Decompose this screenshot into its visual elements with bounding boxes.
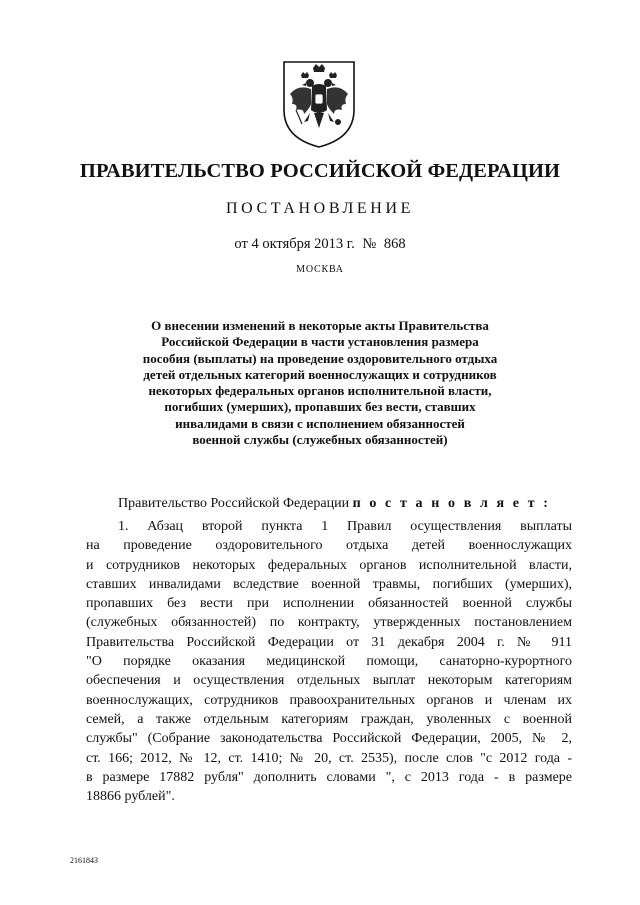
subject-line: инвалидами в связи с исполнением обязанностей <box>175 415 465 431</box>
document-code: 2161843 <box>70 856 98 865</box>
subject-line: О внесении изменений в некоторые акты Правительства <box>151 318 489 333</box>
intro-text: Правительство Российской Федерации <box>118 496 350 511</box>
body-line: на проведение оздоровительного отдыха детей военнослужащих <box>86 538 572 554</box>
intro-paragraph <box>118 496 551 512</box>
number-sign: № <box>362 236 377 252</box>
intro-verb: п о с т а н о в л я е т : <box>352 496 551 511</box>
document-subject <box>110 318 530 448</box>
subject-line: пособия (выплаты) на проведение оздоровительного отдыха <box>142 350 498 366</box>
body-line: обеспечения и осуществления отдельных выплат некоторым категориям <box>86 673 572 689</box>
body-line: "О порядке оказания медицинской помощи, санаторно-курортного <box>86 654 572 670</box>
body-line: ставших инвалидами вследствие военной травмы, погибших (умерших), <box>86 576 572 592</box>
body-line: службы" (Собрание законодательства Российской Федерации, 2005, № 2, <box>86 731 572 747</box>
body-line: пропавших без вести при исполнении обязанностей военной службы <box>86 596 572 612</box>
subject-line: детей отдельных категорий военнослужащих и сотрудников <box>143 366 497 382</box>
document-date-number <box>0 236 640 253</box>
subject-line: Российской Федерации в части установления размера <box>161 334 479 350</box>
body-line: и сотрудников некоторых федеральных органов исполнительной власти, <box>86 557 572 573</box>
city: МОСКВА <box>296 264 344 275</box>
document-number: 868 <box>383 236 406 252</box>
body-line: в размере 17882 рубля" дополнить словами ", с 2013 года - в размере <box>86 769 572 785</box>
body-paragraph <box>86 517 572 806</box>
subject-line: военной службы (служебных обязанностей) <box>192 432 448 448</box>
body-line: 1. Абзац второй пункта 1 Правил осуществления выплаты <box>118 519 572 534</box>
document-date: от 4 октября 2013 г. <box>234 236 355 252</box>
body-line: 18866 рублей". <box>86 789 175 805</box>
body-line: ст. 166; 2012, № 12, ст. 1410; № 20, ст. 2535), после слов "с 2012 года - <box>86 750 572 766</box>
body-line: Правительства Российской Федерации от 31 декабря 2004 г. № 911 <box>86 634 572 650</box>
subject-line: некоторых федеральных органов исполнительной власти, <box>148 383 492 399</box>
government-title: ПРАВИТЕЛЬСТВО РОССИЙСКОЙ ФЕДЕРАЦИИ <box>79 160 561 182</box>
body-line: военнослужащих, сотрудников правоохранительных органов и членам их <box>86 692 572 708</box>
body-line: (служебных обязанностей) по контракту, утвержденных постановлением <box>86 615 572 631</box>
coat-of-arms-emblem <box>280 58 358 150</box>
document-type: ПОСТАНОВЛЕНИЕ <box>226 200 414 217</box>
subject-line: погибших (умерших), пропавших без вести, ставших <box>164 399 476 415</box>
body-line: семей, а также отдельным категориям граждан, уволенных с военной <box>86 711 572 727</box>
